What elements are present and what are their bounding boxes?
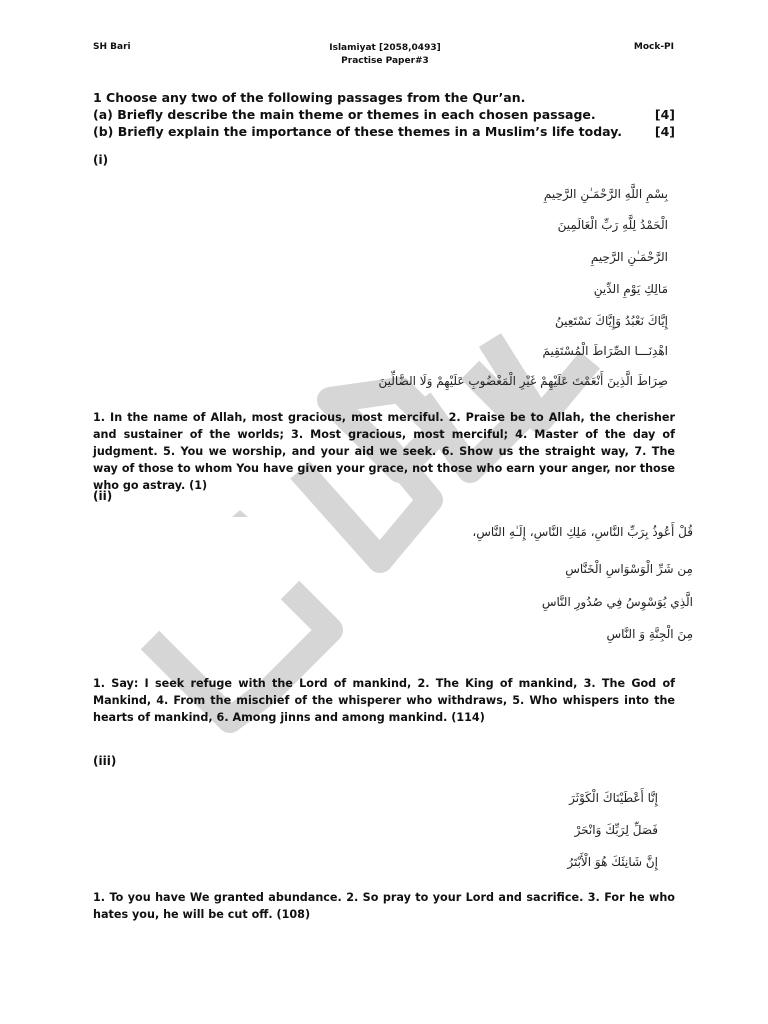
header-author: SH Bari bbox=[93, 42, 131, 52]
header-paper-title: Practise Paper#3 bbox=[341, 56, 429, 66]
arabic-line: الرَّحْمَـٰنِ الرَّحِيمِ bbox=[590, 250, 668, 264]
part-a-text: (a) Briefly describe the main theme or themes in each chosen passage. bbox=[93, 107, 596, 122]
translation-i: 1. In the name of Allah, most gracious, most merciful. 2. Praise be to Allah, the cherisher and sustainer of the worlds; 3. Most gracious, most merciful; 4. Master of the day of judgment. 5. You we worship, and your aid we seek. 6. Show us the straight way, 7. The way of those to whom You have given your grace, not those who earn your anger, nor those who go astray. (1) bbox=[93, 411, 675, 492]
passage-label-ii: (ii) bbox=[93, 489, 113, 503]
arabic-line: إِنَّ شَانِئَكَ هُوَ الْأَبْتَرُ bbox=[567, 855, 658, 869]
question-part-b bbox=[93, 124, 675, 139]
part-b-marks: [4] bbox=[654, 124, 675, 139]
arabic-line: مَالِكِ يَوْمِ الدِّينِ bbox=[593, 282, 668, 296]
arabic-line: إِيَّاكَ نَعْبُدُ وَإِيَّاكَ نَسْتَعِينُ bbox=[555, 314, 668, 328]
arabic-line: قُلْ أَعُوذُ بِرَبِّ النَّاسِ، مَلِكِ النَّاسِ، إِلَـٰهِ النَّاسِ، bbox=[472, 525, 693, 539]
arabic-line: إِنَّا أَعْطَيْنَاكَ الْكَوْثَرَ bbox=[569, 791, 658, 805]
passage-label-i: (i) bbox=[93, 153, 109, 167]
header-exam-type: Mock-PI bbox=[633, 42, 674, 52]
header-subject: Islamiyat [2058,0493] bbox=[329, 43, 441, 53]
part-b-text: (b) Briefly explain the importance of these themes in a Muslim’s life today. bbox=[93, 124, 622, 139]
arabic-line: الَّذِي يُوَسْوِسُ فِي صُدُورِ النَّاسِ bbox=[541, 595, 693, 609]
header-center bbox=[250, 42, 520, 68]
arabic-line: فَصَلِّ لِرَبِّكَ وَانْحَرْ bbox=[574, 823, 658, 837]
translation-iii: 1. To you have We granted abundance. 2. So pray to your Lord and sacrifice. 3. For he who hates you, he will be cut off. (108) bbox=[93, 891, 675, 921]
question-title: 1 Choose any two of the following passages from the Qur’an. bbox=[93, 90, 526, 105]
arabic-line: مِنَ الْجِنَّةِ وَ النَّاسِ bbox=[606, 627, 693, 641]
arabic-line: مِن شَرِّ الْوَسْوَاسِ الْخَنَّاسِ bbox=[565, 562, 693, 576]
arabic-line: بِسْمِ اللَّهِ الرَّحْمَـٰنِ الرَّحِيمِ bbox=[543, 187, 668, 201]
passage-label-iii: (iii) bbox=[93, 754, 117, 768]
watermark-tip bbox=[232, 510, 248, 517]
arabic-line: صِرَاطَ الَّذِينَ أَنْعَمْتَ عَلَيْهِمْ غَيْرِ الْمَغْضُوبِ عَلَيْهِمْ وَلَا الضَّالِّينَ bbox=[378, 374, 668, 388]
arabic-line: الْحَمْدُ لِلَّهِ رَبِّ الْعَالَمِينَ bbox=[557, 218, 668, 232]
arabic-line: اهْدِنَـــا الصِّرَاطَ الْمُسْتَقِيمَ bbox=[542, 344, 668, 358]
question-part-a bbox=[93, 107, 675, 122]
translation-ii: 1. Say: I seek refuge with the Lord of mankind, 2. The King of mankind, 3. The God of Mankind, 4. From the mischief of the whisperer who withdraws, 5. Who whispers into the hearts of mankind, 6. Among jinns and among mankind. (114) bbox=[93, 677, 675, 724]
part-a-marks: [4] bbox=[654, 107, 675, 122]
